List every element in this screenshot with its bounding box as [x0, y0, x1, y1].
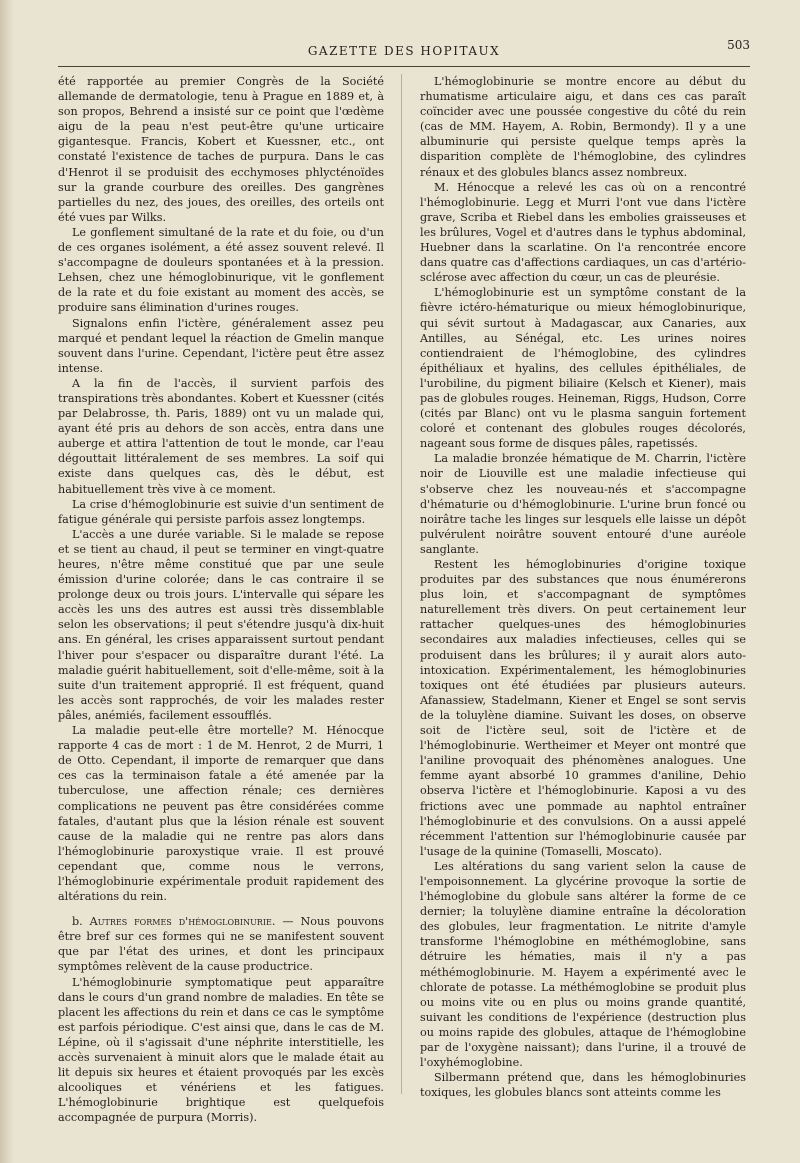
- paragraph: Les altérations du sang varient selon la cause de l'empoisonnement. La glycérine provoque la sortie de l'hémoglobine du globule sans altérer la forme de ce dernier; la toluylène diamine entraîne la décoloration des globules, leur fragmentation. Le nitrite d'amyle transforme l'hémoglobine en méthémoglobine, sans détruire les hématies, mais il n'y a pas méthémoglobinurie. M. Hayem a expérimenté avec le chlorate de potasse. La méthémoglobine se produit plus ou moins vite ou en plus ou moins grande quantité, suivant les conditions de l'expérience (destruction plus ou moins rapide des globules, attaque de l'hémoglobine par de l'oxygène naissant); dans l'urine, il a trouvé de l'oxyhémoglobine.: [420, 859, 746, 1070]
- paragraph: A la fin de l'accès, il survient parfois des transpirations très abondantes. Kobert et Kuessner (cités par Delabrosse, th. Paris, 1889) ont vu un malade qui, ayant été pris au dehors de son accès, entra dans une auberge et attira l'attention de tout le monde, car l'eau dégouttait littéralement de ses membres. La soif qui existe dans quelques cas, dès le début, est habituellement très vive à ce moment.: [58, 376, 384, 496]
- page-header: [58, 38, 750, 66]
- section-number: b.: [72, 915, 83, 929]
- paragraph: M. Hénocque a relevé les cas où on a rencontré l'hémoglobinurie. Legg et Murri l'ont vue dans l'ictère grave, Scriba et Riebel dans les embolies graisseuses et les brûlures, Vogel et d'autres dans le typhus abdominal, Huebner dans la scarlatine. On l'a rencontrée encore dans quatre cas d'affections cardiaques, un cas d'artério-sclérose avec affection du cœur, un cas de pleurésie.: [420, 180, 746, 285]
- page-edge-shadow: [0, 0, 14, 1163]
- section-intro: — Nous pouvons être bref sur ces formes qui ne se manifestent souvent que par l'état des urines, et dont les principaux symptômes relèvent de la cause productrice.: [58, 915, 384, 974]
- paragraph: L'hémoglobinurie se montre encore au début du rhumatisme articulaire aigu, et dans ces cas paraît coïncider avec une poussée congestive du côté du rein (cas de MM. Hayem, A. Robin, Bermondy). Il y a une albuminurie qui persiste quelque temps après la disparition complète de l'hémoglobine, des cylindres rénaux et des globules blancs assez nombreux.: [420, 75, 746, 179]
- paragraph: La maladie bronzée hématique de M. Charrin, l'ictère noir de Liouville est une maladie infectieuse qui s'observe chez les nouveau-nés et s'accompagne d'hématurie ou d'hémoglobinurie. L'urine brun foncé ou noirâtre tache les linges sur lesquels elle laisse un dépôt pulvérulent noirâtre souvent entouré d'une auréole sanglante.: [420, 452, 746, 556]
- paragraph: L'hémoglobinurie symptomatique peut apparaître dans le cours d'un grand nombre de maladies. En tête se placent les affections du rein et dans ce cas le symptôme est parfois périodique. C'est ainsi que, dans le cas de M. Lépine, où il s'agissait d'une néphrite interstitielle, les accès survenaient à minuit alors que le malade était au lit depuis six heures et étaient provoqués par les excès alcooliques et vénériens et les fatigues. L'hémoglobinurie brightique est quelquefois accompagnée de purpura (Morris).: [58, 975, 384, 1125]
- paragraph: Le gonflement simultané de la rate et du foie, ou d'un de ces organes isolément, a été assez souvent relevé. Il s'accompagne de douleurs spontanées et à la pression. Lehsen, chez une hémoglobinurique, vit le gonflement de la rate et du foie existant au moment des accès, se produire sans élimination d'urines rouges.: [58, 225, 384, 315]
- paragraph: Restent les hémoglobinuries d'origine toxique produites par des substances que nous énumérerons plus loin, et s'accompagnant de symptômes naturellement très divers. On peut certainement leur rattacher quelques-unes des hémoglobinuries secondaires aux maladies infectieuses, celles qui se produisent dans les brûlures; il y aurait alors auto-intoxication. Expérimentalement, les hémoglobinuries toxiques ont été étudiées par plusieurs auteurs. Afanassiew, Stadelmann, Kiener et Engel se sont servis de la toluylène diamine. Suivant les doses, on observe soit de l'ictère seul, soit de l'ictère et de l'hémoglobinurie. Wertheimer et Meyer ont montré que l'aniline provoquait des phénomènes analogues. Une femme ayant absorbé 10 grammes d'aniline, Dehio observa l'ictère et l'hémoglobinurie. Kaposi a vu des frictions avec une pommade au naphtol entraîner l'hémoglobinurie et des convulsions. On a aussi appelé récemment l'attention sur l'hémoglobinurie causée par l'usage de la quinine (Tomaselli, Moscato).: [420, 558, 746, 858]
- paragraph: Signalons enfin l'ictère, généralement assez peu marqué et pendant lequel la réaction de Gmelin manque souvent dans l'urine. Cependant, l'ictère peut être assez intense.: [58, 316, 384, 375]
- paragraph: L'accès a une durée variable. Si le malade se repose et se tient au chaud, il peut se terminer en vingt-quatre heures, n'être même constitué que par une seule émission d'urine colorée; dans le cas contraire il se prolonge deux ou trois jours. L'intervalle qui sépare les accès les uns des autres est aussi très dissemblable selon les observations; il peut s'étendre jusqu'à dix-huit ans. En général, les crises apparaissent surtout pendant l'hiver pour s'espacer ou disparaître durant l'été. La maladie guérit habituellement, soit d'elle-même, soit à la suite d'un traitement approprié. Il est fréquent, quand les accès sont rapprochés, de voir les malades rester pâles, anémiés, facilement essoufflés.: [58, 527, 384, 722]
- paragraph: L'hémoglobinurie est un symptôme constant de la fièvre ictéro-hématurique ou mieux hémoglobinurique, qui sévit surtout à Madagascar, aux Canaries, aux Antilles, au Sénégal, etc. Les urines noires contiendraient de l'hémoglobine, des cylindres épithéliaux et hyalins, des cellules épithéliales, de l'urobiline, du pigment biliaire (Kelsch et Kiener), mais pas de globules rouges. Heineman, Riggs, Hudson, Corre (cités par Blanc) ont vu le plasma sanguin fortement coloré et contenant des globules rouges décolorés, nageant sous forme de disques pâles, rapetissés.: [420, 286, 746, 451]
- section-heading: Autres formes d'hémoglobinurie.: [89, 915, 276, 929]
- header-rule: [58, 66, 750, 67]
- column-divider: [401, 74, 402, 1094]
- section-paragraph: [58, 914, 384, 974]
- paragraph: Silbermann prétend que, dans les hémoglobinuries toxiques, les globules blancs sont atteints comme les: [420, 1071, 746, 1100]
- page-number: 503: [727, 38, 750, 52]
- paragraph: été rapportée au premier Congrès de la Société allemande de dermatologie, tenu à Prague en 1889 et, à son propos, Behrend a insisté sur ce point que l'œdème aigu de la peau n'est peut-être qu'une urticaire gigantesque. Francis, Kobert et Kuessner, etc., ont constaté l'existence de taches de purpura. Dans le cas d'Henrot il se produisit des ecchymoses phlycténoïdes sur la grande courbure des oreilles. Des gangrènes partielles du nez, des joues, des oreilles, des orteils ont été vues par Wilks.: [58, 75, 384, 224]
- paragraph: La maladie peut-elle être mortelle? M. Hénocque rapporte 4 cas de mort : 1 de M. Henrot, 2 de Murri, 1 de Otto. Cependant, il importe de remarquer que dans ces cas la terminaison fatale a été amenée par la tuberculose, une affection rénale; ces dernières complications ne peuvent pas être considérées comme fatales, d'autant plus que la lésion rénale est souvent cause de la maladie qui ne rentre pas alors dans l'hémoglobinurie paroxystique vraie. Il est prouvé cependant que, comme nous le verrons, l'hémoglobinurie expérimentale produit rapidement des altérations du rein.: [58, 724, 384, 904]
- right-column: [420, 74, 746, 1100]
- paragraph: La crise d'hémoglobinurie est suivie d'un sentiment de fatigue générale qui persiste parfois assez longtemps.: [58, 497, 384, 526]
- journal-title: GAZETTE DES HOPITAUX: [307, 44, 501, 58]
- left-column: [58, 74, 384, 1125]
